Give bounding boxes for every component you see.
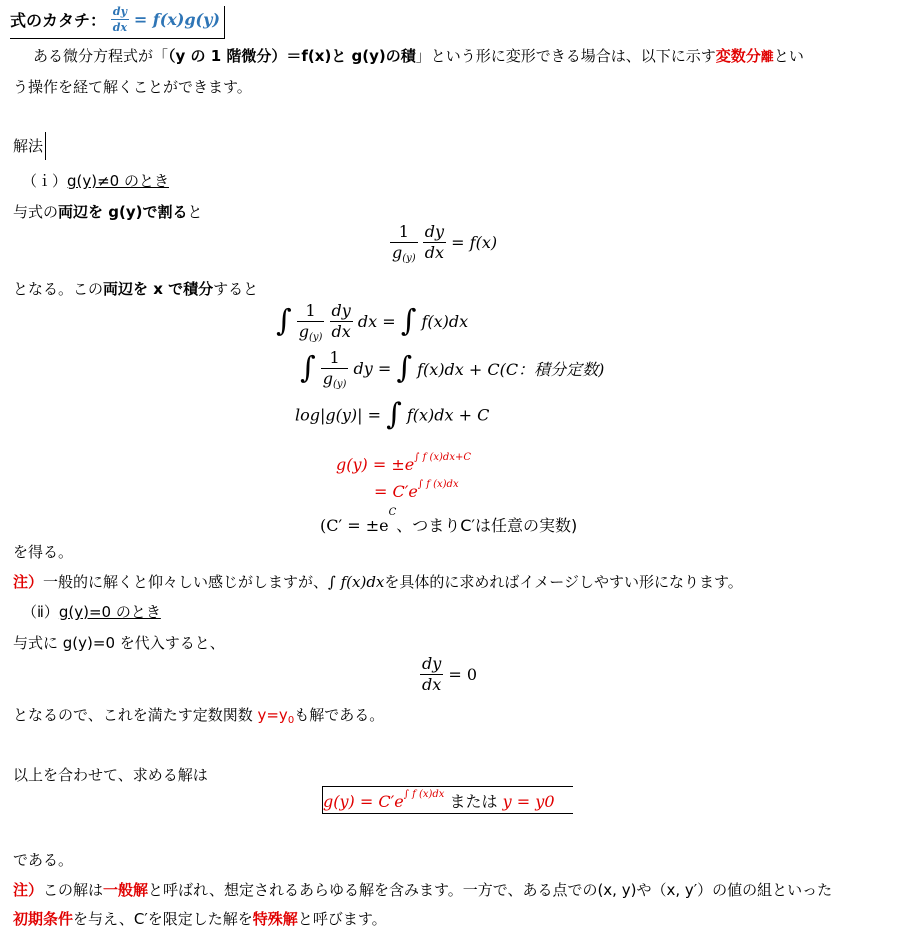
note-2-line-2: 初期条件を与え、C′を限定した解を特殊解と呼びます。 (13, 910, 387, 928)
title-fraction: $\frac{dy}{dx}$ (112, 5, 128, 34)
answer-box: $g(y) = C'e^{\int f (x)dx}$ または y = y0 (322, 786, 573, 814)
step3: 与式に g(y)=0 を代入すると、 (13, 634, 225, 652)
step2: となる。この両辺を x で積分すると (13, 280, 259, 298)
intro-line-2: う操作を経て解くことができます。 (13, 78, 252, 96)
method-label: 解法 (13, 132, 46, 160)
note-1: 注）一般的に解くと仰々しい感じがしますが、∫ f(x)dxを具体的に求めればイメージしやすい形になります。 (13, 573, 743, 591)
integral-line-5: = $C'e^{\int f (x)dx}$ (374, 479, 459, 501)
integral-line-6: ($C' = \pm e^C$、つまりC′は任意の実数) (320, 507, 578, 535)
step1: 与式の両辺を g(y)で割ると (13, 203, 203, 221)
title-box (10, 6, 225, 39)
intro-line-1: ある微分方程式が「（y の 1 階微分）＝f(x)と g(y)の積」という形に変形できる場合は、以下に示す変数分離とい (33, 47, 804, 65)
combine-text: 以上を合わせて、求める解は (13, 766, 208, 784)
case1-heading: （ｉ）g(y)≠0 のとき (22, 172, 169, 190)
equation-3: $\frac{dy}{dx}$ = 0 (422, 654, 478, 694)
conclude-text: である。 (13, 851, 74, 869)
title-label: 式のカタチ： (10, 11, 107, 30)
case2-heading: （ⅱ）g(y)=0 のとき (22, 603, 161, 621)
integral-line-3: log|g(y)| = ∫ f(x)dx + C (295, 397, 490, 432)
result-text: を得る。 (13, 543, 74, 561)
integral-line-4: $g(y) = \pm e^{\int f (x)dx+C}$ (336, 452, 472, 474)
title-rhs: = f(x)g(y) (133, 10, 220, 29)
integral-line-1: ∫ $\frac{1}{g_{(y)}}$ $\frac{dy}{dx}$ dx = ∫ f(x)dx (276, 301, 469, 343)
note-2-line-1: 注）この解は一般解と呼ばれ、想定されるあらゆる解を含みます。一方で、ある点での(x, y)や（x, y′）の値の組といった (13, 881, 833, 899)
integral-line-2: ∫ $\frac{1}{g_{(y)}}$ dy = ∫ f(x)dx + C(C：積分定数) (300, 348, 605, 390)
step4: となるので、これを満たす定数関数 $y=y_0$も解である。 (13, 706, 385, 726)
equation-1: $\frac{1}{g_{(y)}}$ $\frac{dy}{dx}$ = f(x) (392, 222, 498, 264)
